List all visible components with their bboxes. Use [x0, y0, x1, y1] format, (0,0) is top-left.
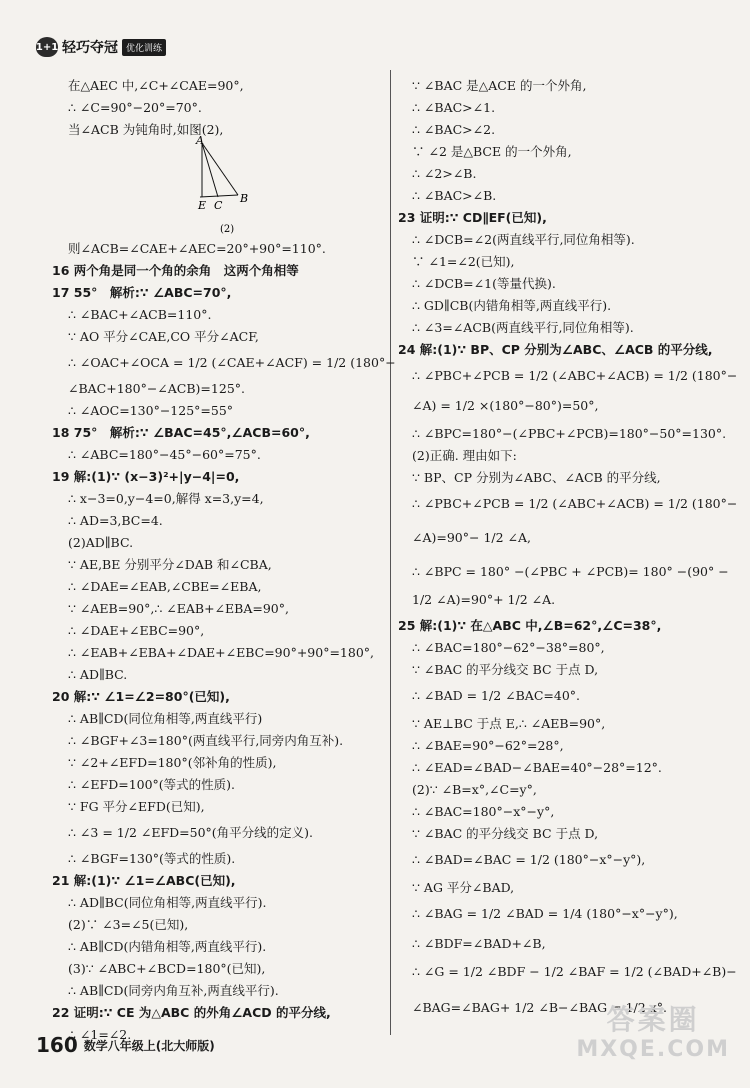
- watermark-top: 答案圈: [606, 1003, 700, 1036]
- left-text-line: ∴ ∠AOC=130°−125°=55°: [68, 403, 234, 418]
- right-text-line: ∵ ∠BAC 的平分线交 BC 于点 D,: [412, 826, 599, 841]
- right-text-line: ∴ ∠BPC=180°−(∠PBC+∠PCB)=180°−50°=130°.: [412, 426, 727, 441]
- left-text-line: ∴ ∠1=∠2.: [68, 1027, 132, 1042]
- left-text-line: ∠BAC+180°−∠ACB)=125°.: [68, 381, 245, 396]
- header: [36, 36, 166, 58]
- label-e: E: [198, 199, 207, 212]
- left-text-line: ∴ ∠EFD=100°(等式的性质).: [68, 777, 236, 792]
- left-text-line: 20 解:∵ ∠1=∠2=80°(已知),: [52, 689, 230, 704]
- left-text-line: ∴ ∠OAC+∠OCA = 1/2 (∠CAE+∠ACF) = 1/2 (180°−: [68, 355, 396, 370]
- right-text-line: ∴ ∠3=∠ACB(两直线平行,同位角相等).: [412, 320, 634, 335]
- right-text-line: ∴ ∠PBC+∠PCB = 1/2 (∠ABC+∠ACB) = 1/2 (180°−: [412, 368, 738, 383]
- left-text-line: ∴ ∠C=90°−20°=70°.: [68, 100, 202, 115]
- segment-ab: [202, 143, 238, 195]
- column-divider: [390, 70, 391, 1035]
- left-text-line: ∴ x−3=0,y−4=0,解得 x=3,y=4,: [68, 491, 264, 506]
- right-text-line: (2)正确. 理由如下:: [412, 448, 517, 463]
- left-text-line: ∵ ∠2+∠EFD=180°(邻补角的性质),: [68, 755, 277, 770]
- left-text-line: ∴ AD∥BC.: [68, 667, 128, 682]
- right-text-line: ∠A)=90°− 1/2 ∠A,: [412, 530, 532, 545]
- right-text-line: ∴ ∠DCB=∠1(等量代换).: [412, 276, 556, 291]
- left-text-line: ∵ AE,BE 分别平分∠DAB 和∠CBA,: [68, 557, 272, 572]
- left-text-line: 17 55° 解析:∵ ∠ABC=70°,: [52, 285, 232, 300]
- right-text-line: 1/2 ∠A)=90°+ 1/2 ∠A.: [412, 592, 556, 607]
- left-text-line: ∴ ∠DAE+∠EBC=90°,: [68, 623, 205, 638]
- right-text-line: ∴ ∠BAC=180°−62°−38°=80°,: [412, 640, 605, 655]
- left-text-line: ∴ AB∥CD(同位角相等,两直线平行): [68, 711, 263, 726]
- left-text-line: 21 解:(1)∵ ∠1=∠ABC(已知),: [52, 873, 236, 888]
- label-b: B: [240, 192, 249, 205]
- left-text-line: 在△AEC 中,∠C+∠CAE=90°,: [68, 78, 244, 93]
- watermark-bottom: MXQE.COM: [576, 1037, 730, 1062]
- left-text-line: ∴ AD∥BC(同位角相等,两直线平行).: [68, 895, 267, 910]
- right-text-line: ∴ ∠BPC = 180° −(∠PBC + ∠PCB)= 180° −(90° −: [412, 564, 729, 579]
- right-text-line: ∴ ∠2>∠B.: [412, 166, 477, 181]
- figure-caption: (2): [220, 224, 235, 235]
- right-text-line: ∴ ∠BAC>∠1.: [412, 100, 496, 115]
- left-text-line: ∵ ∠AEB=90°,∴ ∠EAB+∠EBA=90°,: [68, 601, 289, 616]
- right-text-line: ∴ ∠G = 1/2 ∠BDF − 1/2 ∠BAF = 1/2 (∠BAD+∠B)−: [412, 964, 737, 979]
- page-number: 160: [36, 1033, 78, 1057]
- left-text-line: 18 75° 解析:∵ ∠BAC=45°,∠ACB=60°,: [52, 425, 310, 440]
- right-text-line: 24 解:(1)∵ BP、CP 分别为∠ABC、∠ACB 的平分线,: [398, 342, 713, 357]
- right-text-line: ∴ ∠EAD=∠BAD−∠BAE=40°−28°=12°.: [412, 760, 662, 775]
- segment-eb: [200, 195, 238, 197]
- right-text-line: (2)∵ ∠B=x°,∠C=y°,: [412, 782, 537, 797]
- right-text-line: 23 证明:∵ CD∥EF(已知),: [398, 210, 547, 225]
- series-badge: 优化训练: [122, 39, 166, 56]
- left-text-line: (2)∵ ∠3=∠5(已知),: [68, 917, 189, 932]
- right-text-line: ∵ AG 平分∠BAD,: [412, 880, 515, 895]
- label-a: A: [196, 135, 204, 147]
- right-text-line: ∵ ∠BAC 的平分线交 BC 于点 D,: [412, 662, 599, 677]
- book-title: 数学八年级上(北大师版): [83, 1038, 215, 1053]
- left-text-line: (3)∵ ∠ABC+∠BCD=180°(已知),: [68, 961, 266, 976]
- left-text-line: ∴ ∠BAC+∠ACB=110°.: [68, 307, 212, 322]
- footer: [36, 1033, 215, 1057]
- left-text-line: ∵ FG 平分∠EFD(已知),: [68, 799, 205, 814]
- left-text-line: ∴ AD=3,BC=4.: [68, 513, 163, 528]
- left-text-line: ∵ AO 平分∠CAE,CO 平分∠ACF,: [68, 329, 259, 344]
- right-text-line: ∴ ∠BAC>∠B.: [412, 188, 497, 203]
- left-text-line: ∴ AB∥CD(同旁内角互补,两直线平行).: [68, 983, 279, 998]
- right-text-line: ∴ ∠BAE=90°−62°=28°,: [412, 738, 564, 753]
- right-text-line: ∴ GD∥CB(内错角相等,两直线平行).: [412, 298, 612, 313]
- right-text-line: ∠A) = 1/2 ×(180°−80°)=50°,: [412, 398, 599, 413]
- right-text-line: ∴ ∠BAD=∠BAC = 1/2 (180°−x°−y°),: [412, 852, 646, 867]
- right-text-line: ∴ ∠BDF=∠BAD+∠B,: [412, 936, 546, 951]
- right-text-line: ∵ ∠2 是△BCE 的一个外角,: [412, 144, 572, 159]
- right-text-line: 25 解:(1)∵ 在△ABC 中,∠B=62°,∠C=38°,: [398, 618, 662, 633]
- left-text-line: 16 两个角是同一个角的余角 这两个角相等: [52, 263, 299, 278]
- brand-logo-icon: 1+1: [36, 37, 58, 57]
- label-c: C: [214, 199, 223, 212]
- left-text-line: 22 证明:∵ CE 为△ABC 的外角∠ACD 的平分线,: [52, 1005, 331, 1020]
- right-text-line: ∴ ∠BAC=180°−x°−y°,: [412, 804, 555, 819]
- right-text-line: ∵ BP、CP 分别为∠ABC、∠ACB 的平分线,: [412, 470, 661, 485]
- right-text-line: ∵ AE⊥BC 于点 E,∴ ∠AEB=90°,: [412, 716, 606, 731]
- watermark: [576, 1005, 730, 1065]
- left-text-line: ∴ ∠DAE=∠EAB,∠CBE=∠EBA,: [68, 579, 262, 594]
- segment-ac: [202, 143, 218, 197]
- left-text-line: 当∠ACB 为钝角时,如图(2),: [68, 122, 224, 137]
- left-text-line: (2)AD∥BC.: [68, 535, 134, 550]
- left-text-line: ∴ ∠BGF+∠3=180°(两直线平行,同旁内角互补).: [68, 733, 344, 748]
- left-text-line: 则∠ACB=∠CAE+∠AEC=20°+90°=110°.: [68, 241, 326, 256]
- left-text-line: ∴ ∠ABC=180°−45°−60°=75°.: [68, 447, 261, 462]
- right-text-line: ∴ ∠BAD = 1/2 ∠BAC=40°.: [412, 688, 580, 703]
- right-text-line: ∵ ∠1=∠2(已知),: [412, 254, 515, 269]
- left-text-line: ∴ ∠3 = 1/2 ∠EFD=50°(角平分线的定义).: [68, 825, 314, 840]
- right-text-line: ∠BAG=∠BAG+ 1/2 ∠B−∠BAG = 1/2 x°.: [412, 1000, 667, 1015]
- right-text-line: ∵ ∠BAC 是△ACE 的一个外角,: [412, 78, 587, 93]
- left-text-line: ∴ ∠BGF=130°(等式的性质).: [68, 851, 236, 866]
- left-text-line: ∴ AB∥CD(内错角相等,两直线平行).: [68, 939, 267, 954]
- right-text-line: ∴ ∠PBC+∠PCB = 1/2 (∠ABC+∠ACB) = 1/2 (180°−: [412, 496, 738, 511]
- brand-name: 轻巧夺冠: [62, 40, 118, 56]
- left-text-line: 19 解:(1)∵ (x−3)²+|y−4|=0,: [52, 469, 240, 484]
- right-text-line: ∴ ∠DCB=∠2(两直线平行,同位角相等).: [412, 232, 635, 247]
- left-text-line: ∴ ∠EAB+∠EBA+∠DAE+∠EBC=90°+90°=180°,: [68, 645, 375, 660]
- right-text-line: ∴ ∠BAG = 1/2 ∠BAD = 1/4 (180°−x°−y°),: [412, 906, 678, 921]
- right-text-line: ∴ ∠BAC>∠2.: [412, 122, 496, 137]
- triangle-diagram: [190, 135, 270, 240]
